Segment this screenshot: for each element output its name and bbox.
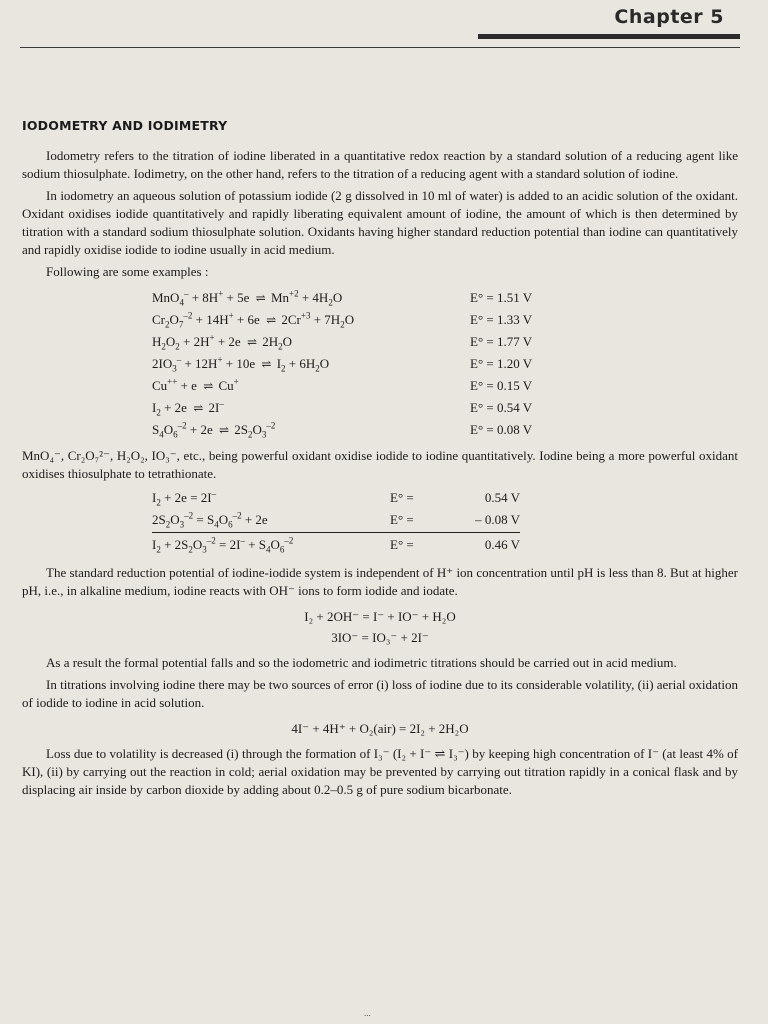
paragraph-volatility: Loss due to volatility is decreased (i) through the formation of I₃⁻ (I₂ + I⁻ ⇌ I₃⁻) by keeping high concentration of I⁻ (at least 4% of KI), (ii) by carrying out the reaction in cold; aerial oxidation may be prevented by carrying out titration rapidly in a conical flask and by displacing air inside by carbon dioxide by adding about 0.2–0.5 g of pure sodium bicarbonate. (22, 746, 738, 797)
equation-row (152, 397, 738, 419)
paragraph-1: Iodometry refers to the titration of iodine liberated in a quantitative redox reaction by a standard solution of a reducing agent like sodium thiosulphate. Iodimetry, on the other hand, refers to the titration of a reducing agent with a standard solution of iodine. (22, 148, 738, 181)
sum-e-label: E° = (390, 490, 414, 505)
sum-row (152, 487, 738, 509)
equation-row (152, 309, 738, 331)
equation-potential: E° = 1.51 V (470, 290, 533, 305)
equation-tetrathionate: $S_4O_6^{-2} + 2e$ ⇌ $2S_2O_3^{-2}$ (152, 420, 276, 440)
equation-peroxide: $H_2O_2 + 2H^+ + 2e$ ⇌ $2H_2O$ (152, 332, 293, 352)
sum-e-value: 0.54 V (484, 490, 520, 505)
chapter-label: Chapter 5 (614, 6, 724, 28)
sum-row (152, 509, 738, 531)
equation-potential: E° = 0.08 V (470, 422, 533, 437)
paragraph-examples-intro: Following are some examples : (46, 264, 209, 279)
header-rule-thick (478, 34, 740, 39)
alkaline-equation-2: 3IO⁻ = IO₃⁻ + 2I⁻ (331, 630, 429, 645)
equation-copper: Cu++ + e ⇌ Cu+ (152, 376, 239, 393)
equation-potential: E° = 0.15 V (470, 378, 533, 393)
equation-potential: E° = 1.20 V (470, 356, 533, 371)
page-number-mark: ... (364, 1008, 371, 1018)
sum-equation-thiosulphate: $2S_2O_3^{-2} = S_4O_6^{-2} + 2e$ (152, 510, 268, 530)
equation-row (152, 419, 738, 441)
equation-row (152, 331, 738, 353)
sum-equation-overall: $I_2 + 2S_2O_3^{-2} = 2I^- + S_4O_6^{-2}$ (152, 535, 294, 555)
equation-row (152, 353, 738, 375)
equation-permanganate: MnO$_4$– + 8H+ + 5e ⇌ $Mn^{+2} + 4H_2O$ (152, 288, 343, 308)
equation-iodate: $2IO_3^- + 12H^+ + 10e$ ⇌ $I_2 + 6H_2O$ (152, 354, 330, 374)
paragraph-formal-potential: As a result the formal potential falls and so the iodometric and iodimetric titrations should be carried out in acid medium. (46, 655, 677, 670)
sum-e-value: – 0.08 V (475, 512, 520, 527)
equation-potential: E° = 1.33 V (470, 312, 533, 327)
paragraph-ph: The standard reduction potential of iodine-iodide system is independent of H⁺ ion concentration until pH is less than 8. But at higher pH, i.e., in alkaline medium, iodine reacts with OH⁻ ions to form iodide and iodate. (22, 565, 738, 598)
page-content (22, 118, 738, 799)
sum-e-value: 0.46 V (484, 537, 520, 552)
sum-e-label: E° = (390, 512, 414, 527)
equation-row (152, 375, 738, 397)
example-equations (152, 287, 738, 441)
section-heading: IODOMETRY AND IODIMETRY (22, 118, 228, 133)
paragraph-oxidants: MnO₄⁻, Cr₂O₇²⁻, H₂O₂, IO₃⁻, etc., being powerful oxidant oxidise iodide to iodine quantitatively. Iodine being a more powerful oxidant oxidises thiosulphate to tetrathionate. (22, 448, 738, 481)
paragraph-2: In iodometry an aqueous solution of potassium iodide (2 g dissolved in 10 ml of water) is added to an acidic solution of the oxidant. Oxidant oxidises iodide quantitatively and rapidly liberating equivalent amount of iodine, the amount of which is then determined by titration with a standard sodium thiosulphate solution. Oxidants having higher standard reduction potential than iodine can quantitatively and rapidly oxidise iodide to iodine usually in acid medium. (22, 188, 738, 257)
alkaline-equation-1: I₂ + 2OH⁻ = I⁻ + IO⁻ + H₂O (304, 609, 456, 624)
alkaline-equations (22, 606, 738, 648)
equation-potential: E° = 1.77 V (470, 334, 533, 349)
sum-divider (152, 532, 520, 533)
sum-row (152, 534, 738, 556)
sum-equation-iodine: $I_2 + 2e = 2I^-$ (152, 488, 217, 508)
oxidation-equation: 4I⁻ + 4H⁺ + O₂(air) = 2I₂ + 2H₂O (291, 721, 469, 736)
equation-dichromate: $Cr_2O_7^{-2} + 14H^+ + 6e$ ⇌ $2Cr^{+3} + 7H_2O$ (152, 310, 355, 330)
paragraph-errors: In titrations involving iodine there may be two sources of error (i) loss of iodine due to its considerable volatility, (ii) aerial oxidation of iodide to iodine in acid solution. (22, 677, 738, 710)
equation-potential: E° = 0.54 V (470, 400, 533, 415)
equation-iodine: $I_2 + 2e$ ⇌ 2I– (152, 398, 224, 418)
sum-e-label: E° = (390, 537, 414, 552)
header-rule-thin (20, 47, 740, 48)
summation-equations (152, 487, 738, 556)
equation-row (152, 287, 738, 309)
